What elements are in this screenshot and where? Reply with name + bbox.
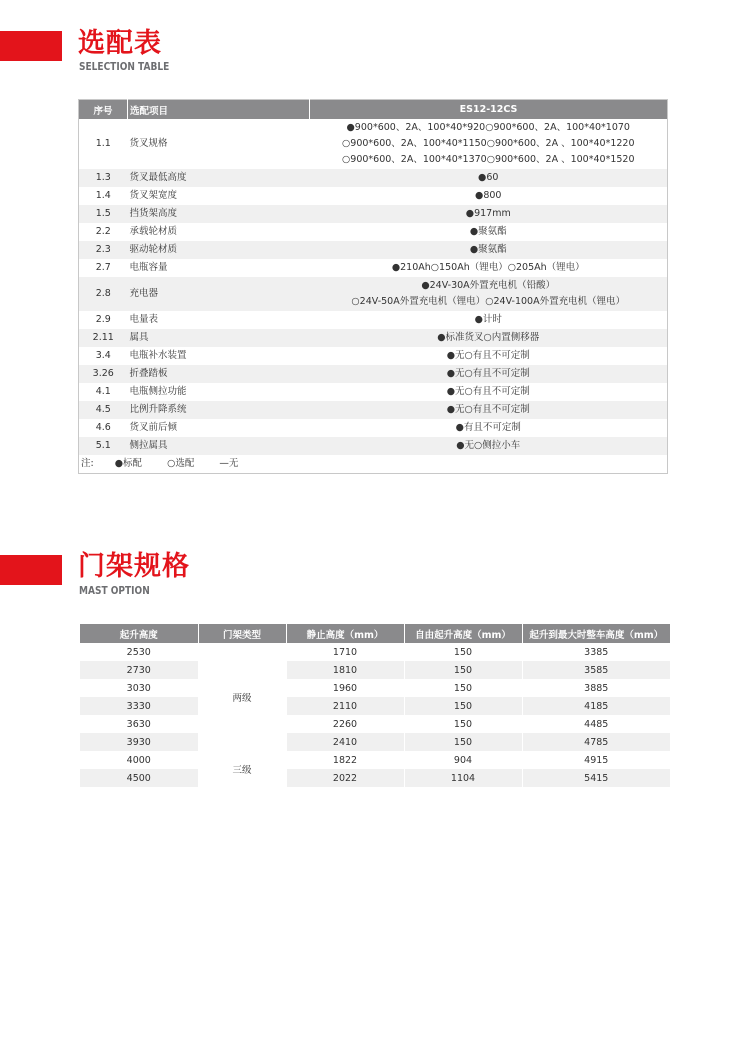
cell-static-height: 1960 xyxy=(286,679,404,697)
row-no: 2.9 xyxy=(95,314,111,325)
cell-static-height: 2022 xyxy=(286,769,404,787)
row-item: 电瓶侧拉功能 xyxy=(129,386,187,397)
row-value: ●无○有且不可定制 xyxy=(310,365,668,383)
value-line: ○900*600、2A、100*40*1370○900*600、2A 、100*40*1520 xyxy=(341,154,635,165)
cell-static-height: 1822 xyxy=(286,751,404,769)
cell-lift-height: 3330 xyxy=(80,697,198,715)
row-item: 货叉最低高度 xyxy=(128,169,310,187)
table-row xyxy=(80,751,670,769)
table-row xyxy=(79,419,668,437)
legend-note-row xyxy=(79,455,668,474)
section-subtitle-mast: MAST OPTION xyxy=(79,584,150,597)
cell-free-lift: 1104 xyxy=(404,769,522,787)
row-no: 2.11 xyxy=(79,329,128,347)
cell-max-height: 3585 xyxy=(522,661,670,679)
row-no: 4.6 xyxy=(95,422,111,433)
value-line: ●900*600、2A、100*40*920○900*600、2A、100*40*1070 xyxy=(346,122,630,133)
table-row xyxy=(79,311,668,329)
row-value: ●无○有且不可定制 xyxy=(446,350,530,361)
cell-mast-type: 三级 xyxy=(198,751,286,787)
row-value xyxy=(310,277,668,311)
note-standard: ●标配 xyxy=(114,458,143,469)
legend-note xyxy=(79,455,668,474)
header-free-lift: 自由起升高度（mm） xyxy=(404,624,522,643)
cell-lift-height: 4500 xyxy=(80,769,198,787)
row-value: ●有且不可定制 xyxy=(455,422,521,433)
cell-max-height: 3385 xyxy=(522,643,670,661)
section-accent-bar xyxy=(0,31,62,61)
cell-free-lift: 150 xyxy=(404,661,522,679)
cell-lift-height: 2730 xyxy=(80,661,198,679)
cell-lift-height: 4000 xyxy=(80,751,198,769)
cell-max-height: 5415 xyxy=(522,769,670,787)
table-header-row xyxy=(80,624,670,643)
row-item: 折叠踏板 xyxy=(128,365,310,383)
table-row xyxy=(80,769,670,787)
cell-max-height: 4915 xyxy=(522,751,670,769)
row-value: ●标准货叉○内置侧移器 xyxy=(310,329,668,347)
row-item: 电瓶容量 xyxy=(129,262,168,273)
header-no: 序号 xyxy=(79,100,128,120)
table-row xyxy=(80,679,670,697)
table-row xyxy=(79,169,668,187)
table-row xyxy=(79,277,668,311)
row-item: 属具 xyxy=(128,329,310,347)
table-row xyxy=(79,347,668,365)
header-model: ES12-12CS xyxy=(310,100,668,120)
row-item: 货叉规格 xyxy=(129,138,168,149)
section-accent-bar xyxy=(0,555,62,585)
row-no: 3.26 xyxy=(79,365,128,383)
note-label: 注: xyxy=(81,458,94,469)
table-row xyxy=(79,187,668,205)
cell-static-height: 1810 xyxy=(286,661,404,679)
selection-table xyxy=(78,99,668,474)
mast-table xyxy=(80,624,670,787)
row-item: 充电器 xyxy=(128,277,310,311)
table-row xyxy=(79,259,668,277)
row-value: ●计时 xyxy=(474,314,502,325)
value-line: ○24V-50A外置充电机（锂电）○24V-100A外置充电机（锂电） xyxy=(351,296,626,307)
table-row xyxy=(79,365,668,383)
note-none: —无 xyxy=(219,458,239,469)
row-item: 侧拉属具 xyxy=(128,437,310,455)
row-no: 2.7 xyxy=(95,262,111,273)
section-subtitle-selection: SELECTION TABLE xyxy=(79,60,170,73)
cell-static-height: 2110 xyxy=(286,697,404,715)
row-value: ●210Ah○150Ah（锂电）○205Ah（锂电） xyxy=(391,262,585,273)
cell-max-height: 3885 xyxy=(522,679,670,697)
table-row xyxy=(80,733,670,751)
table-row xyxy=(80,661,670,679)
cell-free-lift: 150 xyxy=(404,733,522,751)
cell-lift-height: 3930 xyxy=(80,733,198,751)
row-value: ●聚氨酯 xyxy=(469,226,507,237)
row-no: 2.3 xyxy=(79,241,128,259)
cell-max-height: 4785 xyxy=(522,733,670,751)
table-row xyxy=(80,643,670,661)
header-lift-height: 起升高度 xyxy=(80,624,198,643)
cell-lift-height: 3030 xyxy=(80,679,198,697)
header-item: 选配项目 xyxy=(128,100,310,120)
row-no: 1.1 xyxy=(95,138,111,149)
row-value: ●无○有且不可定制 xyxy=(310,401,668,419)
table-header-row xyxy=(79,100,668,120)
header-mast-type: 门架类型 xyxy=(198,624,286,643)
row-value: ●60 xyxy=(310,169,668,187)
table-row xyxy=(80,715,670,733)
table-row xyxy=(80,697,670,715)
table-row xyxy=(79,205,668,223)
row-no: 2.2 xyxy=(95,226,111,237)
row-no: 3.4 xyxy=(95,350,111,361)
section-title-mast: 门架规格 xyxy=(78,551,190,582)
header-max-height: 起升到最大时整车高度（mm） xyxy=(522,624,670,643)
row-item: 电瓶补水装置 xyxy=(129,350,187,361)
cell-free-lift: 150 xyxy=(404,679,522,697)
row-item: 货叉架宽度 xyxy=(129,190,178,201)
row-value: ●无○侧拉小车 xyxy=(310,437,668,455)
cell-free-lift: 150 xyxy=(404,697,522,715)
row-value: ●800 xyxy=(475,190,502,201)
cell-free-lift: 150 xyxy=(404,643,522,661)
row-no: 4.5 xyxy=(79,401,128,419)
row-no: 1.4 xyxy=(95,190,111,201)
table-row xyxy=(79,383,668,401)
row-item: 货叉前后倾 xyxy=(129,422,178,433)
row-no: 5.1 xyxy=(79,437,128,455)
cell-max-height: 4185 xyxy=(522,697,670,715)
note-optional: ○选配 xyxy=(167,458,195,469)
row-value xyxy=(310,119,668,169)
cell-free-lift: 150 xyxy=(404,715,522,733)
row-no: 2.8 xyxy=(79,277,128,311)
cell-free-lift: 904 xyxy=(404,751,522,769)
table-row xyxy=(79,437,668,455)
row-item: 承载轮材质 xyxy=(129,226,178,237)
row-value: ●917mm xyxy=(310,205,668,223)
row-value: ●聚氨酯 xyxy=(310,241,668,259)
cell-static-height: 2260 xyxy=(286,715,404,733)
table-row xyxy=(79,241,668,259)
row-item: 驱动轮材质 xyxy=(128,241,310,259)
cell-static-height: 2410 xyxy=(286,733,404,751)
row-no: 1.5 xyxy=(79,205,128,223)
value-line: ○900*600、2A、100*40*1150○900*600、2A 、100*40*1220 xyxy=(341,138,635,149)
row-item: 电量表 xyxy=(129,314,159,325)
row-no: 1.3 xyxy=(79,169,128,187)
table-row xyxy=(79,401,668,419)
section-title-selection: 选配表 xyxy=(78,28,162,59)
header-static-height: 静止高度（mm） xyxy=(286,624,404,643)
cell-max-height: 4485 xyxy=(522,715,670,733)
row-item: 比例升降系统 xyxy=(128,401,310,419)
cell-static-height: 1710 xyxy=(286,643,404,661)
table-row xyxy=(79,329,668,347)
row-no: 4.1 xyxy=(95,386,111,397)
row-value: ●无○有且不可定制 xyxy=(446,386,530,397)
row-item: 挡货架高度 xyxy=(128,205,310,223)
value-line: ●24V-30A外置充电机（铅酸） xyxy=(421,280,556,291)
cell-lift-height: 2530 xyxy=(80,643,198,661)
cell-lift-height: 3630 xyxy=(80,715,198,733)
cell-mast-type: 两级 xyxy=(198,643,286,751)
table-row xyxy=(79,223,668,241)
table-row xyxy=(79,119,668,169)
